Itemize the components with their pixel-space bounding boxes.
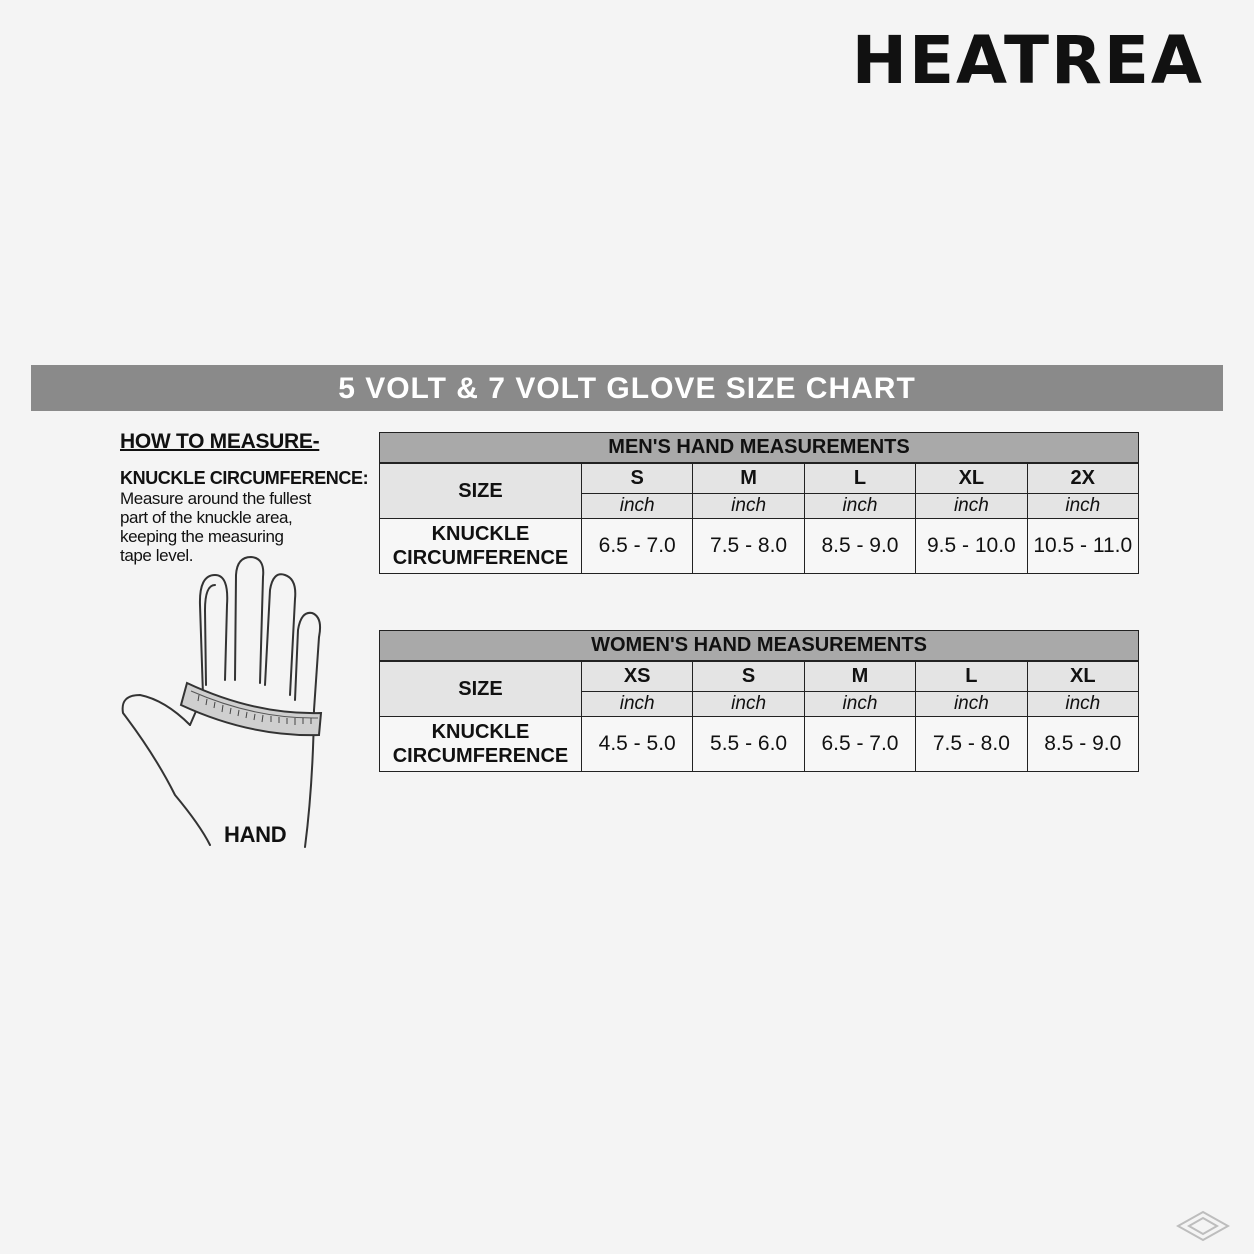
how-to-measure-panel xyxy=(120,430,370,565)
value-cell: 7.5 - 8.0 xyxy=(693,519,804,574)
unit-cell: inch xyxy=(582,494,693,519)
unit-cell: inch xyxy=(1027,494,1138,519)
size-cell: M xyxy=(804,661,915,692)
size-cell: S xyxy=(693,661,804,692)
unit-cell: inch xyxy=(693,494,804,519)
diamond-logo-icon xyxy=(1176,1210,1230,1242)
value-cell: 6.5 - 7.0 xyxy=(582,519,693,574)
size-cell: 2X xyxy=(1027,463,1138,494)
measure-instructions xyxy=(120,489,335,565)
instruction-line: keeping the measuring xyxy=(120,527,284,546)
unit-cell: inch xyxy=(1027,692,1138,717)
value-cell: 10.5 - 11.0 xyxy=(1027,519,1138,574)
value-cell: 5.5 - 6.0 xyxy=(693,717,804,772)
size-header: SIZE xyxy=(380,661,582,717)
size-cell: XL xyxy=(1027,661,1138,692)
value-cell: 7.5 - 8.0 xyxy=(916,717,1027,772)
unit-cell: inch xyxy=(804,692,915,717)
size-cell: M xyxy=(693,463,804,494)
value-cell: 8.5 - 9.0 xyxy=(804,519,915,574)
instruction-line: tape level. xyxy=(120,546,194,565)
size-header: SIZE xyxy=(380,463,582,519)
row-label-line: KNUCKLE xyxy=(431,523,530,545)
value-cell: 4.5 - 5.0 xyxy=(582,717,693,772)
hand-label: HAND xyxy=(224,822,287,847)
value-cell: 8.5 - 9.0 xyxy=(1027,717,1138,772)
mens-table-title: MEN'S HAND MEASUREMENTS xyxy=(380,433,1139,464)
row-label-line: KNUCKLE xyxy=(431,721,530,743)
value-cell: 9.5 - 10.0 xyxy=(916,519,1027,574)
size-cell: L xyxy=(916,661,1027,692)
instruction-line: part of the knuckle area, xyxy=(120,508,293,527)
unit-cell: inch xyxy=(804,494,915,519)
womens-size-table xyxy=(379,630,1139,772)
value-cell: 6.5 - 7.0 xyxy=(804,717,915,772)
measuring-tape-icon xyxy=(181,683,321,735)
row-label-line: CIRCUMFERENCE xyxy=(392,745,569,767)
size-cell: XL xyxy=(916,463,1027,494)
chart-title-banner: 5 VOLT & 7 VOLT GLOVE SIZE CHART xyxy=(31,365,1223,411)
how-to-measure-heading: HOW TO MEASURE- xyxy=(120,430,320,453)
unit-cell: inch xyxy=(916,494,1027,519)
instruction-line: Measure around the fullest xyxy=(120,489,311,508)
knuckle-circumference-label xyxy=(380,717,582,772)
size-cell: L xyxy=(804,463,915,494)
unit-cell: inch xyxy=(582,692,693,717)
size-cell: S xyxy=(582,463,693,494)
unit-cell: inch xyxy=(693,692,804,717)
row-label-line: CIRCUMFERENCE xyxy=(392,547,569,569)
brand-logo: HEATREA xyxy=(851,22,1204,99)
knuckle-circumference-label xyxy=(380,519,582,574)
hand-outline-icon xyxy=(115,555,335,850)
size-cell: XS xyxy=(582,661,693,692)
unit-cell: inch xyxy=(916,692,1027,717)
mens-size-table xyxy=(379,432,1139,574)
womens-table-title: WOMEN'S HAND MEASUREMENTS xyxy=(380,631,1139,662)
knuckle-circumference-heading: KNUCKLE CIRCUMFERENCE: xyxy=(120,468,369,488)
